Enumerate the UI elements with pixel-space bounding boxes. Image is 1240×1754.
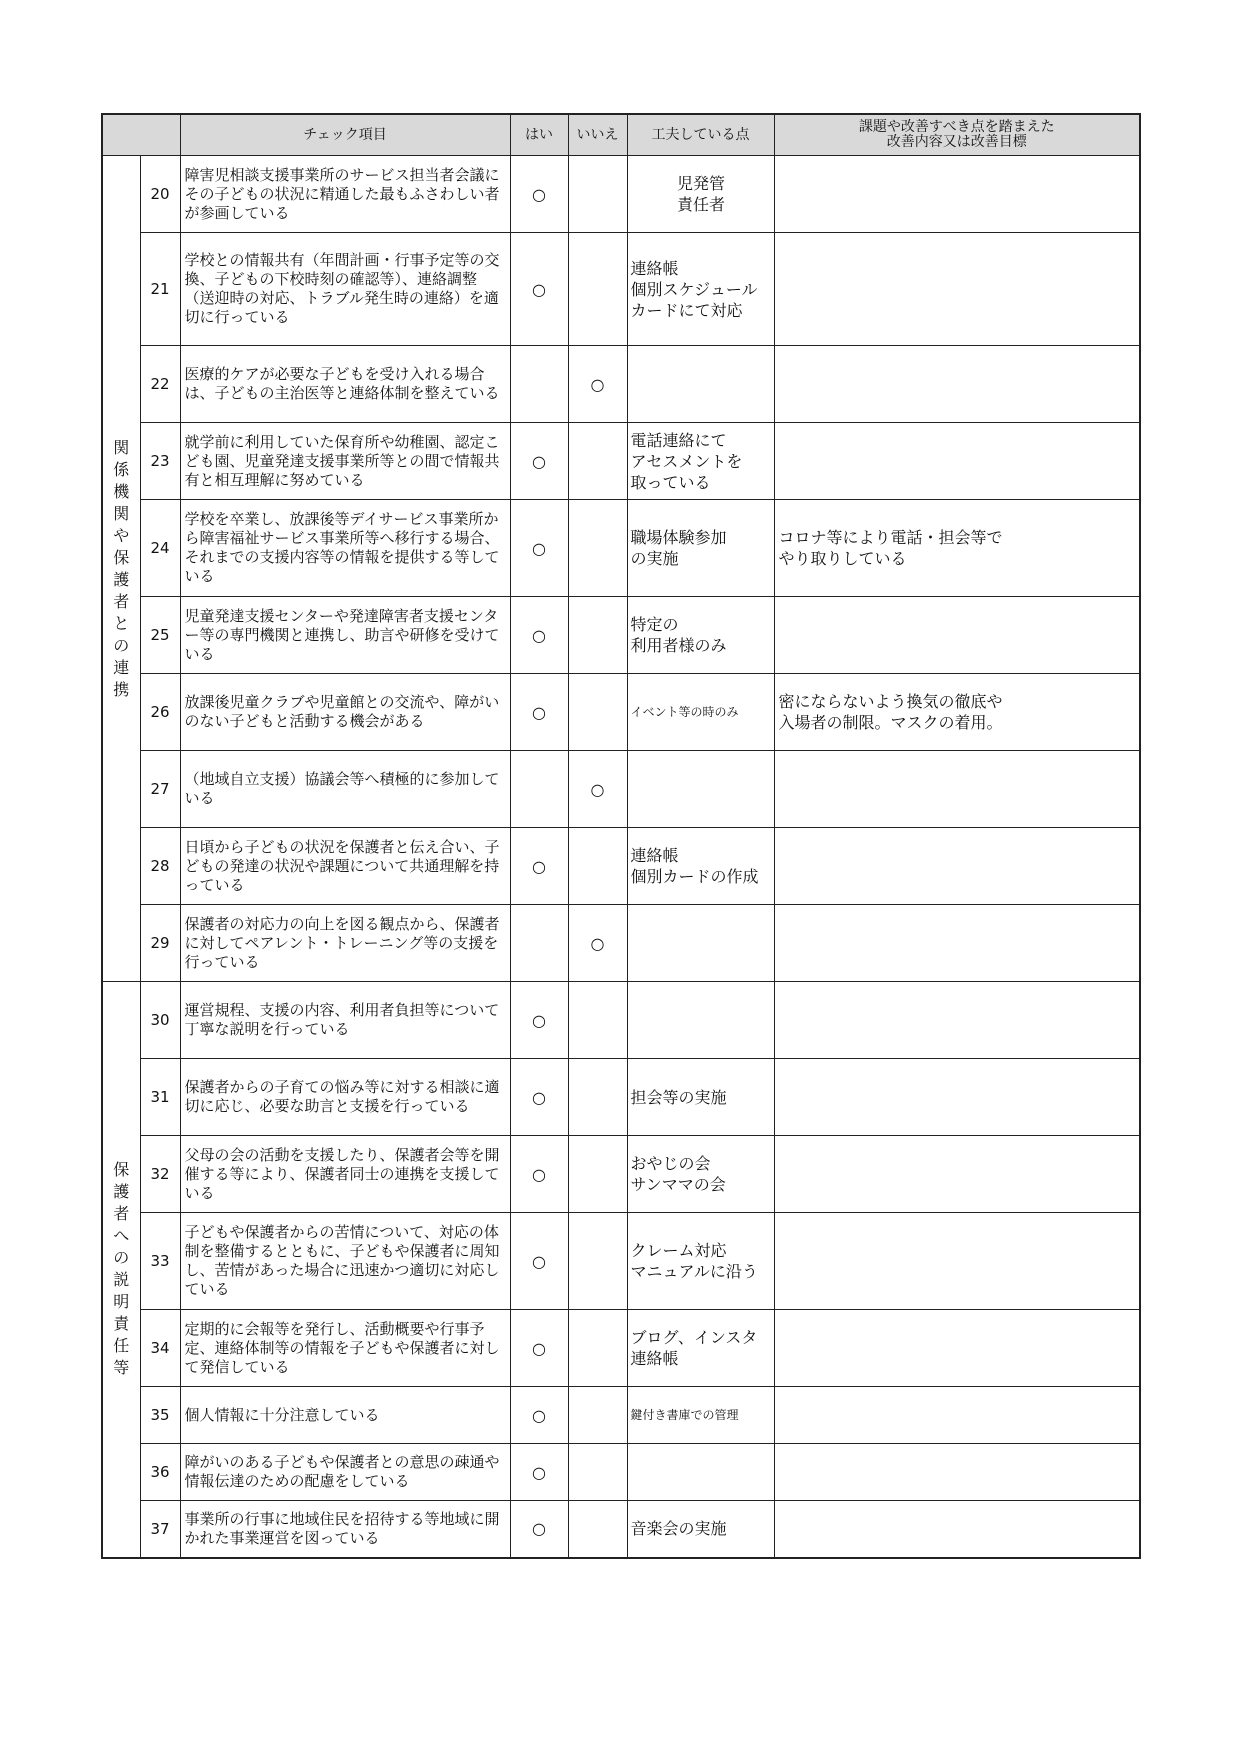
checklist-table: [101, 113, 1141, 1559]
table-row: [102, 500, 1140, 597]
improvement-goal: [774, 1213, 1140, 1310]
yes-mark: ○: [510, 233, 568, 346]
no-mark: [568, 156, 627, 233]
innovation-note: 特定の 利用者様のみ: [627, 597, 774, 674]
no-mark: ○: [568, 751, 627, 828]
check-item-text: 障がいのある子どもや保護者との意思の疎通や情報伝達のための配慮をしている: [180, 1444, 510, 1501]
header-no: いいえ: [568, 114, 627, 156]
table-row: [102, 905, 1140, 982]
innovation-note: [627, 346, 774, 423]
yes-mark: ○: [510, 674, 568, 751]
yes-mark: ○: [510, 1501, 568, 1558]
check-item-text: 保護者の対応力の向上を図る観点から、保護者に対してペアレント・トレーニング等の支援を行っている: [180, 905, 510, 982]
innovation-note: 音楽会の実施: [627, 1501, 774, 1558]
innovation-note: 電話連絡にて アセスメントを 取っている: [627, 423, 774, 500]
improvement-goal: [774, 156, 1140, 233]
check-item-text: 事業所の行事に地域住民を招待する等地域に開かれた事業運営を図っている: [180, 1501, 510, 1558]
innovation-note: クレーム対応 マニュアルに沿う: [627, 1213, 774, 1310]
innovation-note: 鍵付き書庫での管理: [627, 1387, 774, 1444]
check-item-text: 個人情報に十分注意している: [180, 1387, 510, 1444]
row-number: 27: [140, 751, 180, 828]
improvement-goal: [774, 982, 1140, 1059]
improvement-goal: [774, 828, 1140, 905]
no-mark: [568, 1444, 627, 1501]
row-number: 33: [140, 1213, 180, 1310]
row-number: 23: [140, 423, 180, 500]
table-row: [102, 674, 1140, 751]
table-row: [102, 423, 1140, 500]
innovation-note: 連絡帳 個別カードの作成: [627, 828, 774, 905]
header-check-item: チェック項目: [180, 114, 510, 156]
innovation-note: [627, 905, 774, 982]
row-number: 31: [140, 1059, 180, 1136]
category-cooperation: [102, 156, 140, 982]
check-item-text: 子どもや保護者からの苦情について、対応の体制を整備するとともに、子どもや保護者に周知し、苦情があった場合に迅速かつ適切に対応している: [180, 1213, 510, 1310]
row-number: 22: [140, 346, 180, 423]
innovation-note: イベント等の時のみ: [627, 674, 774, 751]
innovation-note: 連絡帳 個別スケジュールカードにて対応: [627, 233, 774, 346]
yes-mark: ○: [510, 1310, 568, 1387]
improvement-goal: [774, 233, 1140, 346]
header-blank: [102, 114, 180, 156]
no-mark: [568, 233, 627, 346]
table-row: [102, 156, 1140, 233]
table-row: [102, 1387, 1140, 1444]
table-row: [102, 1310, 1140, 1387]
improvement-goal: 密にならないよう換気の徹底や 入場者の制限。マスクの着用。: [774, 674, 1140, 751]
check-item-text: 放課後児童クラブや児童館との交流や、障がいのない子どもと活動する機会がある: [180, 674, 510, 751]
row-number: 25: [140, 597, 180, 674]
innovation-note: [627, 751, 774, 828]
innovation-note: 担会等の実施: [627, 1059, 774, 1136]
check-item-text: 就学前に利用していた保育所や幼稚園、認定こども園、児童発達支援事業所等との間で情報共有と相互理解に努めている: [180, 423, 510, 500]
no-mark: [568, 1136, 627, 1213]
header-innovation: 工夫している点: [627, 114, 774, 156]
yes-mark: ○: [510, 597, 568, 674]
row-number: 32: [140, 1136, 180, 1213]
table-row: [102, 597, 1140, 674]
innovation-note: ブログ、インスタ 連絡帳: [627, 1310, 774, 1387]
category-label: 関係機関や保護者との連携: [113, 437, 130, 699]
category-label: 保護者への説明責任等: [113, 1160, 130, 1378]
improvement-goal: [774, 1136, 1140, 1213]
check-item-text: 児童発達支援センターや発達障害者支援センター等の専門機関と連携し、助言や研修を受けている: [180, 597, 510, 674]
improvement-goal: [774, 1501, 1140, 1558]
improvement-goal: [774, 751, 1140, 828]
row-number: 24: [140, 500, 180, 597]
innovation-note: おやじの会 サンママの会: [627, 1136, 774, 1213]
improvement-goal: [774, 1444, 1140, 1501]
header-goal-line1: 課題や改善すべき点を踏まえた: [858, 119, 1055, 135]
row-number: 20: [140, 156, 180, 233]
table-row: [102, 1444, 1140, 1501]
row-number: 26: [140, 674, 180, 751]
improvement-goal: [774, 1387, 1140, 1444]
yes-mark: ○: [510, 1213, 568, 1310]
innovation-note: 児発管 責任者: [627, 156, 774, 233]
check-item-text: 日頃から子どもの状況を保護者と伝え合い、子どもの発達の状況や課題について共通理解を持っている: [180, 828, 510, 905]
improvement-goal: [774, 346, 1140, 423]
innovation-note: [627, 1444, 774, 1501]
yes-mark: ○: [510, 500, 568, 597]
yes-mark: ○: [510, 1387, 568, 1444]
yes-mark: ○: [510, 423, 568, 500]
row-number: 21: [140, 233, 180, 346]
no-mark: ○: [568, 346, 627, 423]
check-item-text: 障害児相談支援事業所のサービス担当者会議にその子どもの状況に精通した最もふさわしい者が参画している: [180, 156, 510, 233]
check-item-text: 保護者からの子育ての悩み等に対する相談に適切に応じ、必要な助言と支援を行っている: [180, 1059, 510, 1136]
yes-mark: ○: [510, 156, 568, 233]
table-row: [102, 1213, 1140, 1310]
no-mark: [568, 597, 627, 674]
no-mark: ○: [568, 905, 627, 982]
yes-mark: ○: [510, 1136, 568, 1213]
no-mark: [568, 500, 627, 597]
improvement-goal: [774, 423, 1140, 500]
table-row: [102, 982, 1140, 1059]
no-mark: [568, 982, 627, 1059]
no-mark: [568, 674, 627, 751]
check-item-text: （地域自立支援）協議会等へ積極的に参加している: [180, 751, 510, 828]
improvement-goal: [774, 597, 1140, 674]
check-item-text: 学校を卒業し、放課後等デイサービス事業所から障害福祉サービス事業所等へ移行する場合、それまでの支援内容等の情報を提供する等している: [180, 500, 510, 597]
yes-mark: ○: [510, 1059, 568, 1136]
category-accountability: [102, 982, 140, 1558]
check-item-text: 父母の会の活動を支援したり、保護者会等を開催する等により、保護者同士の連携を支援している: [180, 1136, 510, 1213]
improvement-goal: [774, 1059, 1140, 1136]
table-row: [102, 828, 1140, 905]
header-goal-line2: 改善内容又は改善目標: [886, 134, 1027, 150]
no-mark: [568, 828, 627, 905]
yes-mark: [510, 751, 568, 828]
yes-mark: ○: [510, 828, 568, 905]
row-number: 30: [140, 982, 180, 1059]
header-yes: はい: [510, 114, 568, 156]
no-mark: [568, 423, 627, 500]
table-row: [102, 1059, 1140, 1136]
row-number: 34: [140, 1310, 180, 1387]
row-number: 35: [140, 1387, 180, 1444]
no-mark: [568, 1310, 627, 1387]
header-row: [102, 114, 1140, 156]
improvement-goal: [774, 905, 1140, 982]
table-row: [102, 233, 1140, 346]
check-item-text: 医療的ケアが必要な子どもを受け入れる場合は、子どもの主治医等と連絡体制を整えている: [180, 346, 510, 423]
yes-mark: [510, 905, 568, 982]
yes-mark: ○: [510, 1444, 568, 1501]
table-row: [102, 1501, 1140, 1558]
table-row: [102, 751, 1140, 828]
row-number: 28: [140, 828, 180, 905]
improvement-goal: [774, 1310, 1140, 1387]
row-number: 29: [140, 905, 180, 982]
innovation-note: [627, 982, 774, 1059]
header-goal: [774, 114, 1140, 156]
no-mark: [568, 1501, 627, 1558]
improvement-goal: コロナ等により電話・担会等で やり取りしている: [774, 500, 1140, 597]
table-row: [102, 346, 1140, 423]
check-item-text: 定期的に会報等を発行し、活動概要や行事予定、連絡体制等の情報を子どもや保護者に対して発信している: [180, 1310, 510, 1387]
check-item-text: 運営規程、支援の内容、利用者負担等について丁寧な説明を行っている: [180, 982, 510, 1059]
innovation-note: 職場体験参加 の実施: [627, 500, 774, 597]
no-mark: [568, 1059, 627, 1136]
yes-mark: ○: [510, 982, 568, 1059]
check-item-text: 学校との情報共有（年間計画・行事予定等の交換、子どもの下校時刻の確認等）、連絡調整（送迎時の対応、トラブル発生時の連絡）を適切に行っている: [180, 233, 510, 346]
row-number: 37: [140, 1501, 180, 1558]
no-mark: [568, 1213, 627, 1310]
yes-mark: [510, 346, 568, 423]
no-mark: [568, 1387, 627, 1444]
row-number: 36: [140, 1444, 180, 1501]
table-row: [102, 1136, 1140, 1213]
